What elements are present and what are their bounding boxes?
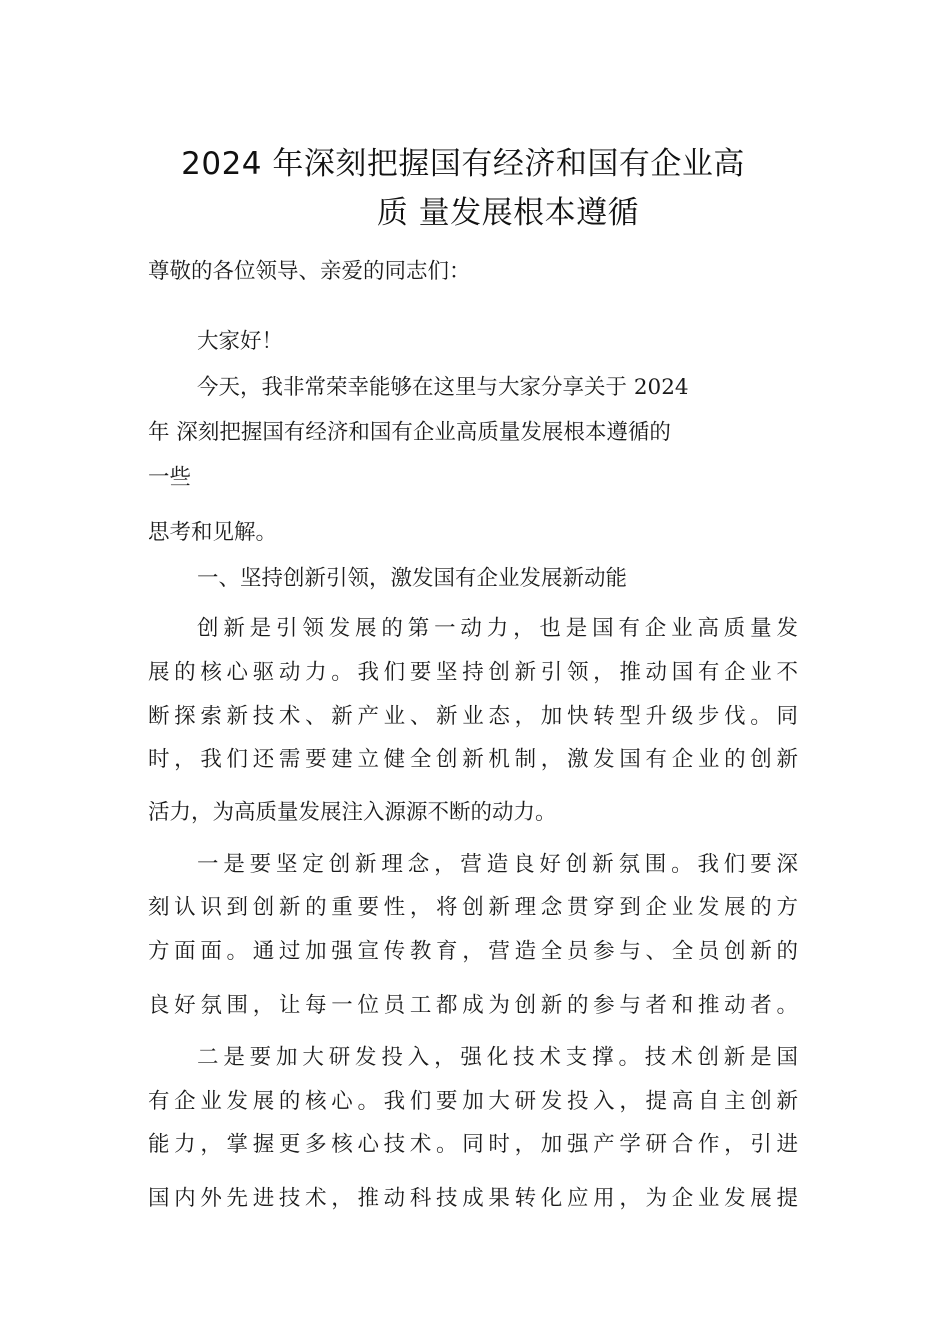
paragraph-line: 展的核心驱动力。我们要坚持创新引领，推动国有企业不 [148, 660, 798, 685]
paragraph-line: 一是要坚定创新理念，营造良好创新氛围。我们要深 [197, 852, 798, 877]
paragraph-line: 时，我们还需要建立健全创新机制，激发国有企业的创新 [148, 747, 798, 772]
paragraph-line: 良好氛围，让每一位员工都成为创新的参与者和推动者。 [148, 993, 798, 1018]
section-heading: 一、坚持创新引领，激发国有企业发展新动能 [197, 566, 628, 591]
paragraph-line: 方面面。通过加强宣传教育，营造全员参与、全员创新的 [148, 939, 798, 964]
paragraph-line: 断探索新技术、新产业、新业态，加快转型升级步伐。同 [148, 704, 798, 729]
paragraph-line: 一些 [148, 465, 192, 490]
paragraph-line: 今天，我非常荣幸能够在这里与大家分享关于 2024 [197, 375, 689, 400]
document-title-line-2: 质 量发展根本遵循 [376, 195, 640, 231]
paragraph-line: 有企业发展的核心。我们要加大研发投入，提高自主创新 [148, 1089, 798, 1114]
paragraph-line: 国内外先进技术，推动科技成果转化应用，为企业发展提 [148, 1186, 798, 1211]
document-title-line-1: 2024 年深刻把握国有经济和国有企业高 [181, 146, 745, 182]
salutation: 尊敬的各位领导、亲爱的同志们： [148, 259, 471, 284]
paragraph-line: 二是要加大研发投入，强化技术支撑。技术创新是国 [197, 1045, 798, 1070]
paragraph-line: 年 深刻把握国有经济和国有企业高质量发展根本遵循的 [148, 420, 671, 445]
paragraph-line: 思考和见解。 [148, 520, 278, 545]
paragraph-line: 创新是引领发展的第一动力，也是国有企业高质量发 [197, 616, 798, 641]
paragraph-line: 活力，为高质量发展注入源源不断的动力。 [148, 800, 557, 825]
greeting: 大家好！ [197, 329, 284, 354]
paragraph-line: 刻认识到创新的重要性，将创新理念贯穿到企业发展的方 [148, 895, 798, 920]
paragraph-line: 能力，掌握更多核心技术。同时，加强产学研合作，引进 [148, 1132, 798, 1157]
